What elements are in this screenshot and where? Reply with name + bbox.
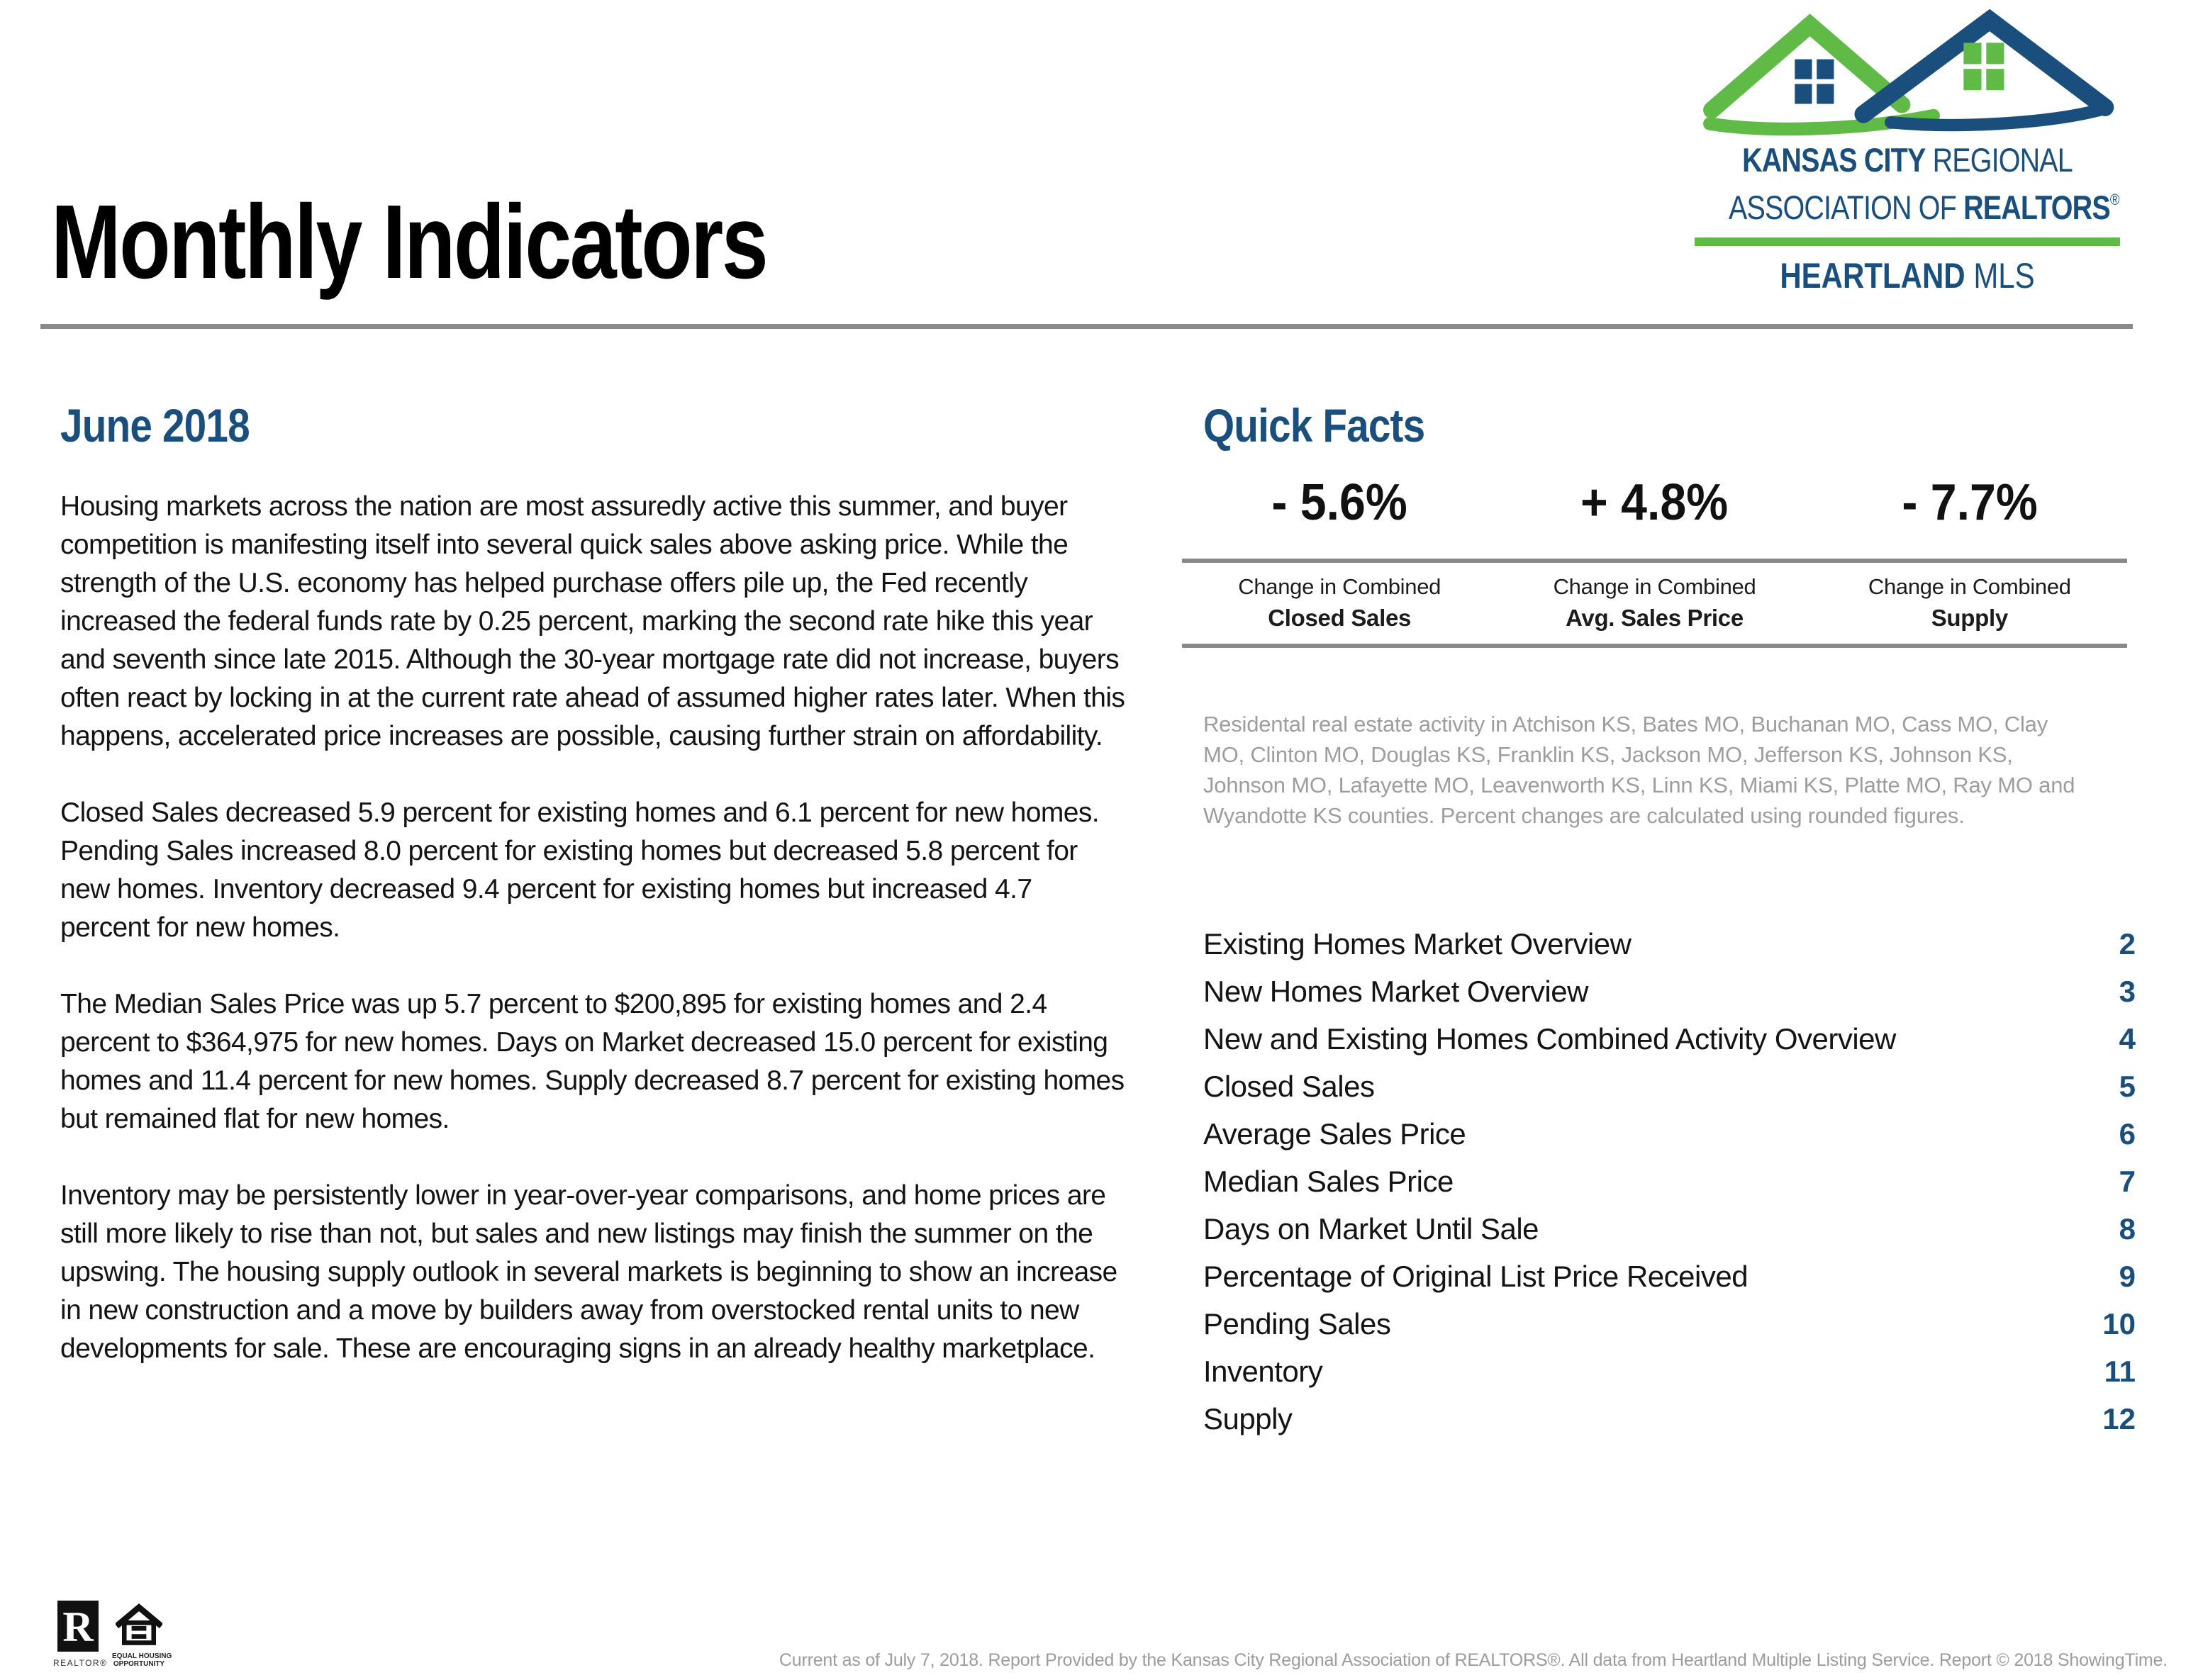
report-month-heading: June 2018 <box>60 399 250 452</box>
logo-kansas-city: KANSAS CITY <box>1742 141 1926 179</box>
realtor-badge <box>53 1601 108 1668</box>
header-divider <box>40 324 2133 329</box>
logo-line-association-of-realtors <box>1729 180 2119 228</box>
quick-fact-label <box>1812 571 2127 634</box>
toc-row <box>1203 927 2136 975</box>
toc-row <box>1203 1070 2136 1117</box>
quick-fact-label <box>1497 571 1812 634</box>
green-house-window <box>1795 60 1834 104</box>
equal-housing-icon <box>116 1603 162 1647</box>
toc-label: Existing Homes Market Overview <box>1203 927 1632 961</box>
quick-fact-value: + 4.8% <box>1580 474 1729 531</box>
toc-row <box>1203 1260 2136 1307</box>
table-of-contents <box>1203 927 2136 1450</box>
quick-fact-value: - 5.6% <box>1271 474 1407 531</box>
toc-label: New Homes Market Overview <box>1203 975 1588 1008</box>
toc-label: Median Sales Price <box>1203 1165 1454 1198</box>
logo-line-kansas-city-regional <box>1729 140 2086 180</box>
registered-mark: ® <box>2109 191 2119 208</box>
quick-fact-label-line2: Avg. Sales Price <box>1566 605 1744 631</box>
toc-label: Supply <box>1203 1402 1293 1435</box>
logo-realtors: REALTORS <box>1963 189 2110 226</box>
quick-fact-label-line1: Change in Combined <box>1553 574 1756 599</box>
toc-page-number: 6 <box>2119 1117 2136 1150</box>
toc-page-number: 4 <box>2119 1022 2136 1055</box>
quick-facts-labels <box>1182 571 2127 634</box>
toc-row <box>1203 1117 2136 1165</box>
logo-regional: REGIONAL <box>1932 141 2073 179</box>
quick-fact-label-line1: Change in Combined <box>1238 574 1441 599</box>
toc-label: Closed Sales <box>1203 1070 1375 1103</box>
commentary-paragraph: The Median Sales Price was up 5.7 percent to $200,895 for existing homes and 2.4 percent to $364,975 for new homes. Days on Market decreased 15.0 percent for existing homes and 11.4 percent for new homes. Supply decreased 8.7 percent for existing homes but remained flat for new homes. <box>60 989 1125 1134</box>
market-commentary <box>60 488 1127 1406</box>
quick-fact-label <box>1182 571 1497 634</box>
commentary-paragraph: Closed Sales decreased 5.9 percent for existing homes and 6.1 percent for new homes. Pending Sales increased 8.0 percent for existing homes but decreased 5.8 percent for new homes. Inventory decreased 9.4 percent for existing homes but increased 4.7 percent for new homes. <box>60 797 1099 943</box>
commentary-paragraph: Housing markets across the nation are most assuredly active this summer, and buyer competition is manifesting itself into several quick sales above asking price. While the strength of the U.S. economy has helped purchase offers pile up, the Fed recently increased the federal funds rate by 0.25 percent, marking the second rate hike this year and seventh since late 2015. Although the 30-year mortgage rate did not increase, buyers often react by locking in at the current rate ahead of assumed higher rates later. When this happens, accelerated price increases are possible, causing further strain on affordability. <box>60 491 1125 751</box>
toc-row <box>1203 1307 2136 1355</box>
toc-label: Days on Market Until Sale <box>1203 1212 1539 1245</box>
svg-text:R: R <box>62 1603 94 1650</box>
quick-facts-values <box>1182 474 2127 532</box>
quick-fact-label-line2: Supply <box>1931 605 2008 631</box>
toc-page-number: 12 <box>2102 1402 2136 1435</box>
toc-row <box>1203 1212 2136 1260</box>
logo-association-of: ASSOCIATION OF <box>1729 189 1956 226</box>
logo-mls: MLS <box>1973 256 2035 296</box>
toc-row <box>1203 1165 2136 1212</box>
toc-page-number: 8 <box>2119 1212 2136 1245</box>
page-title: Monthly Indicators <box>51 184 767 301</box>
quick-fact-value: - 7.7% <box>1902 474 2038 531</box>
logo-line-heartland-mls <box>1729 257 2086 294</box>
quick-fact-label-line2: Closed Sales <box>1268 605 1412 631</box>
kcrar-heartland-logo <box>1695 7 2120 294</box>
footer-attribution: Current as of July 7, 2018. Report Provided by the Kansas City Regional Association of REALTORS®. All data from Heartland Multiple Listing Service. Report © 2018 ShowingTime. <box>779 1650 2168 1670</box>
toc-page-number: 3 <box>2119 975 2136 1008</box>
toc-label: Average Sales Price <box>1203 1117 1466 1150</box>
toc-page-number: 5 <box>2119 1070 2136 1103</box>
logo-heartland: HEARTLAND <box>1780 256 1965 296</box>
toc-page-number: 7 <box>2119 1165 2136 1198</box>
coverage-note: Residental real estate activity in Atchison KS, Bates MO, Buchanan MO, Cass MO, Clay MO, Clinton MO, Douglas KS, Franklin KS, Jackson MO, Jefferson KS, Johnson KS, Johnson MO, Lafayette MO, Leavenworth KS, Linn KS, Miami KS, Platte MO, Ray MO and Wyandotte KS counties. Percent changes are calculated using rounded figures. <box>1203 712 2075 828</box>
equal-housing-caption: EQUAL HOUSING OPPORTUNITY <box>112 1652 172 1668</box>
toc-row <box>1203 1355 2136 1402</box>
equal-housing-badge <box>112 1603 172 1668</box>
toc-page-number: 9 <box>2119 1260 2136 1293</box>
realtor-caption: REALTOR® <box>53 1658 108 1668</box>
toc-label: New and Existing Homes Combined Activity Overview <box>1203 1022 1896 1055</box>
houses-logo-icon <box>1695 7 2120 138</box>
toc-label: Percentage of Original List Price Received <box>1203 1260 1749 1293</box>
toc-label: Pending Sales <box>1203 1307 1391 1340</box>
toc-page-number: 2 <box>2119 927 2136 961</box>
toc-row <box>1203 1022 2136 1070</box>
blue-house-window <box>1963 43 2004 90</box>
quick-facts-heading: Quick Facts <box>1203 399 1425 452</box>
toc-page-number: 11 <box>2104 1355 2136 1388</box>
toc-label: Inventory <box>1203 1355 1323 1388</box>
toc-page-number: 10 <box>2102 1307 2136 1340</box>
quick-facts-divider-bottom <box>1182 644 2127 648</box>
toc-row <box>1203 975 2136 1022</box>
quick-facts-divider-top <box>1182 559 2127 563</box>
commentary-paragraph: Inventory may be persistently lower in year-over-year comparisons, and home prices are still more likely to rise than not, but sales and new listings may finish the summer on the upswing. The housing supply outlook in several markets is beginning to show an increase in new construction and a move by builders away from overstocked rental units to new developments for sale. These are encouraging signs in an already healthy marketplace. <box>60 1180 1117 1364</box>
toc-row <box>1203 1402 2136 1450</box>
quick-fact-label-line1: Change in Combined <box>1868 574 2071 599</box>
logo-green-bar <box>1695 237 2120 246</box>
realtor-icon <box>57 1601 99 1653</box>
